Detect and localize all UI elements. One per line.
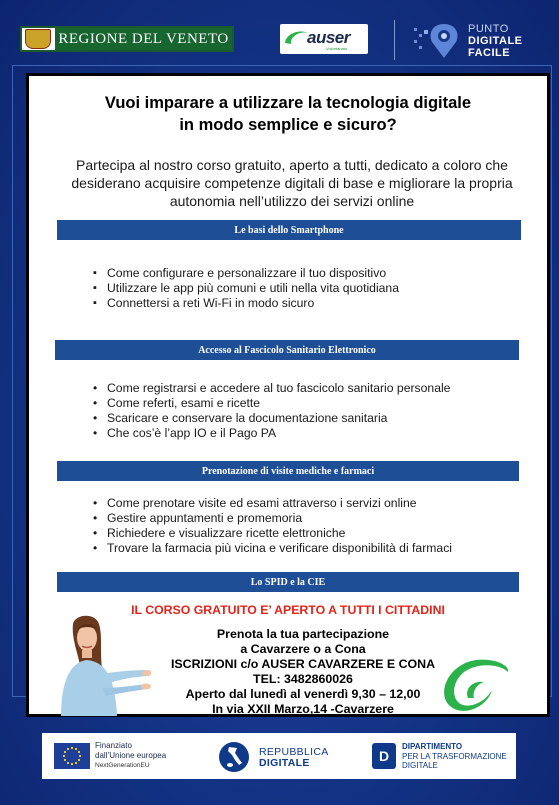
dip-line: DIGITALE xyxy=(402,761,438,770)
section-bar-spid: Lo SPID e la CIE xyxy=(57,572,519,592)
punto-digitale-facile-logo xyxy=(412,20,552,62)
repubblica-digitale-text xyxy=(259,747,329,769)
header-divider xyxy=(394,20,395,60)
auser-swoosh-large-icon xyxy=(434,654,514,716)
auser-logo-name: auser xyxy=(307,28,350,47)
contact-line: Prenota la tua partecipazione xyxy=(216,627,390,641)
eu-flag-icon xyxy=(54,743,90,769)
contact-phone: TEL: 3482860026 xyxy=(253,672,353,686)
contact-address: In via XXII Marzo,14 -Cavarzere xyxy=(212,702,394,716)
list-item: • Gestire appuntamenti e promemoria xyxy=(91,511,452,526)
list-item: • Scaricare e conservare la documentazione sanitaria xyxy=(91,411,450,426)
list-item: ▪ Come configurare e personalizzare il tuo dispositivo xyxy=(91,266,399,281)
auser-logo-sub: Volontariato xyxy=(326,46,348,51)
smartphone-list xyxy=(91,266,399,311)
auser-logo xyxy=(280,24,368,54)
contact-info xyxy=(153,627,453,717)
list-item: • Richiedere e visualizzare ricette elettroniche xyxy=(91,526,452,541)
free-course-banner: IL CORSO GRATUITO E’ APERTO A TUTTI I CITTADINI xyxy=(131,603,445,617)
contact-hours: Aperto dal lunedì al venerdì 9,30 – 12,00 xyxy=(185,687,421,701)
section-bar-fascicolo: Accesso al Fascicolo Sanitario Elettronico xyxy=(55,340,519,360)
list-item: ▪ Connettersi a reti Wi-Fi in modo sicuro xyxy=(91,296,399,311)
list-item: • Trovare la farmacia più vicina e verificare disponibilità di farmaci xyxy=(91,541,452,556)
contact-line: a Cavarzere o a Cona xyxy=(240,642,366,656)
punto-text: PUNTO xyxy=(468,23,509,35)
eu-funding-text xyxy=(95,741,166,771)
list-item: • Come referti, esami e ricette xyxy=(91,396,450,411)
location-pin-icon xyxy=(412,20,464,62)
headline-line-1: Vuoi imparare a utilizzare la tecnologia digitale xyxy=(104,94,472,112)
rep-line: DIGITALE xyxy=(259,757,310,769)
facile-text: FACILE xyxy=(468,47,511,59)
dip-line: PER LA TRASFORMAZIONE xyxy=(402,751,507,761)
intro-paragraph: Partecipa al nostro corso gratuito, aperto a tutti, dedicato a coloro che desiderano acquisire competenze digitali di base e migliorare la propria autonomia nell’utilizzo dei servizi online xyxy=(71,157,513,209)
veneto-crest-icon xyxy=(25,29,51,49)
smiling-woman-image xyxy=(51,614,151,716)
headline-line-2: in modo semplice e sicuro? xyxy=(179,116,397,134)
list-item: ▪ Utilizzare le app più comuni e utili nella vita quotidiana xyxy=(91,281,399,296)
list-item: • Come registrarsi e accedere al tuo fascicolo sanitario personale xyxy=(91,381,450,396)
section-bar-smartphone: Le basi dello Smartphone xyxy=(57,220,521,240)
dip-line: DIPARTIMENTO xyxy=(402,742,463,751)
digitale-text: DIGITALE xyxy=(468,35,523,47)
dipartimento-icon: D xyxy=(372,743,396,769)
funding-footer xyxy=(42,733,516,779)
list-item: • Che cos’è l’app IO e il Pago PA xyxy=(91,426,450,441)
prenotazione-list xyxy=(91,496,452,556)
next-generation-eu-text: NextGenerationEU xyxy=(95,762,150,769)
eu-line: dall’Unione europea xyxy=(95,751,167,760)
contact-line: ISCRIZIONI c/o AUSER CAVARZERE E CONA xyxy=(170,657,436,671)
rep-line: REPUBBLICA xyxy=(259,746,329,758)
list-item: • Come prenotare visite ed esami attraverso i servizi online xyxy=(91,496,452,511)
eu-line: Finanziato xyxy=(95,741,132,750)
regione-veneto-text: REGIONE DEL VENETO xyxy=(55,28,232,50)
section-bar-prenotazione: Prenotazione di visite mediche e farmaci xyxy=(57,461,519,481)
flyer-card xyxy=(26,73,550,717)
regione-veneto-logo xyxy=(20,26,234,52)
italy-map-icon xyxy=(217,741,251,773)
fascicolo-list xyxy=(91,381,450,441)
dipartimento-text xyxy=(402,742,507,771)
